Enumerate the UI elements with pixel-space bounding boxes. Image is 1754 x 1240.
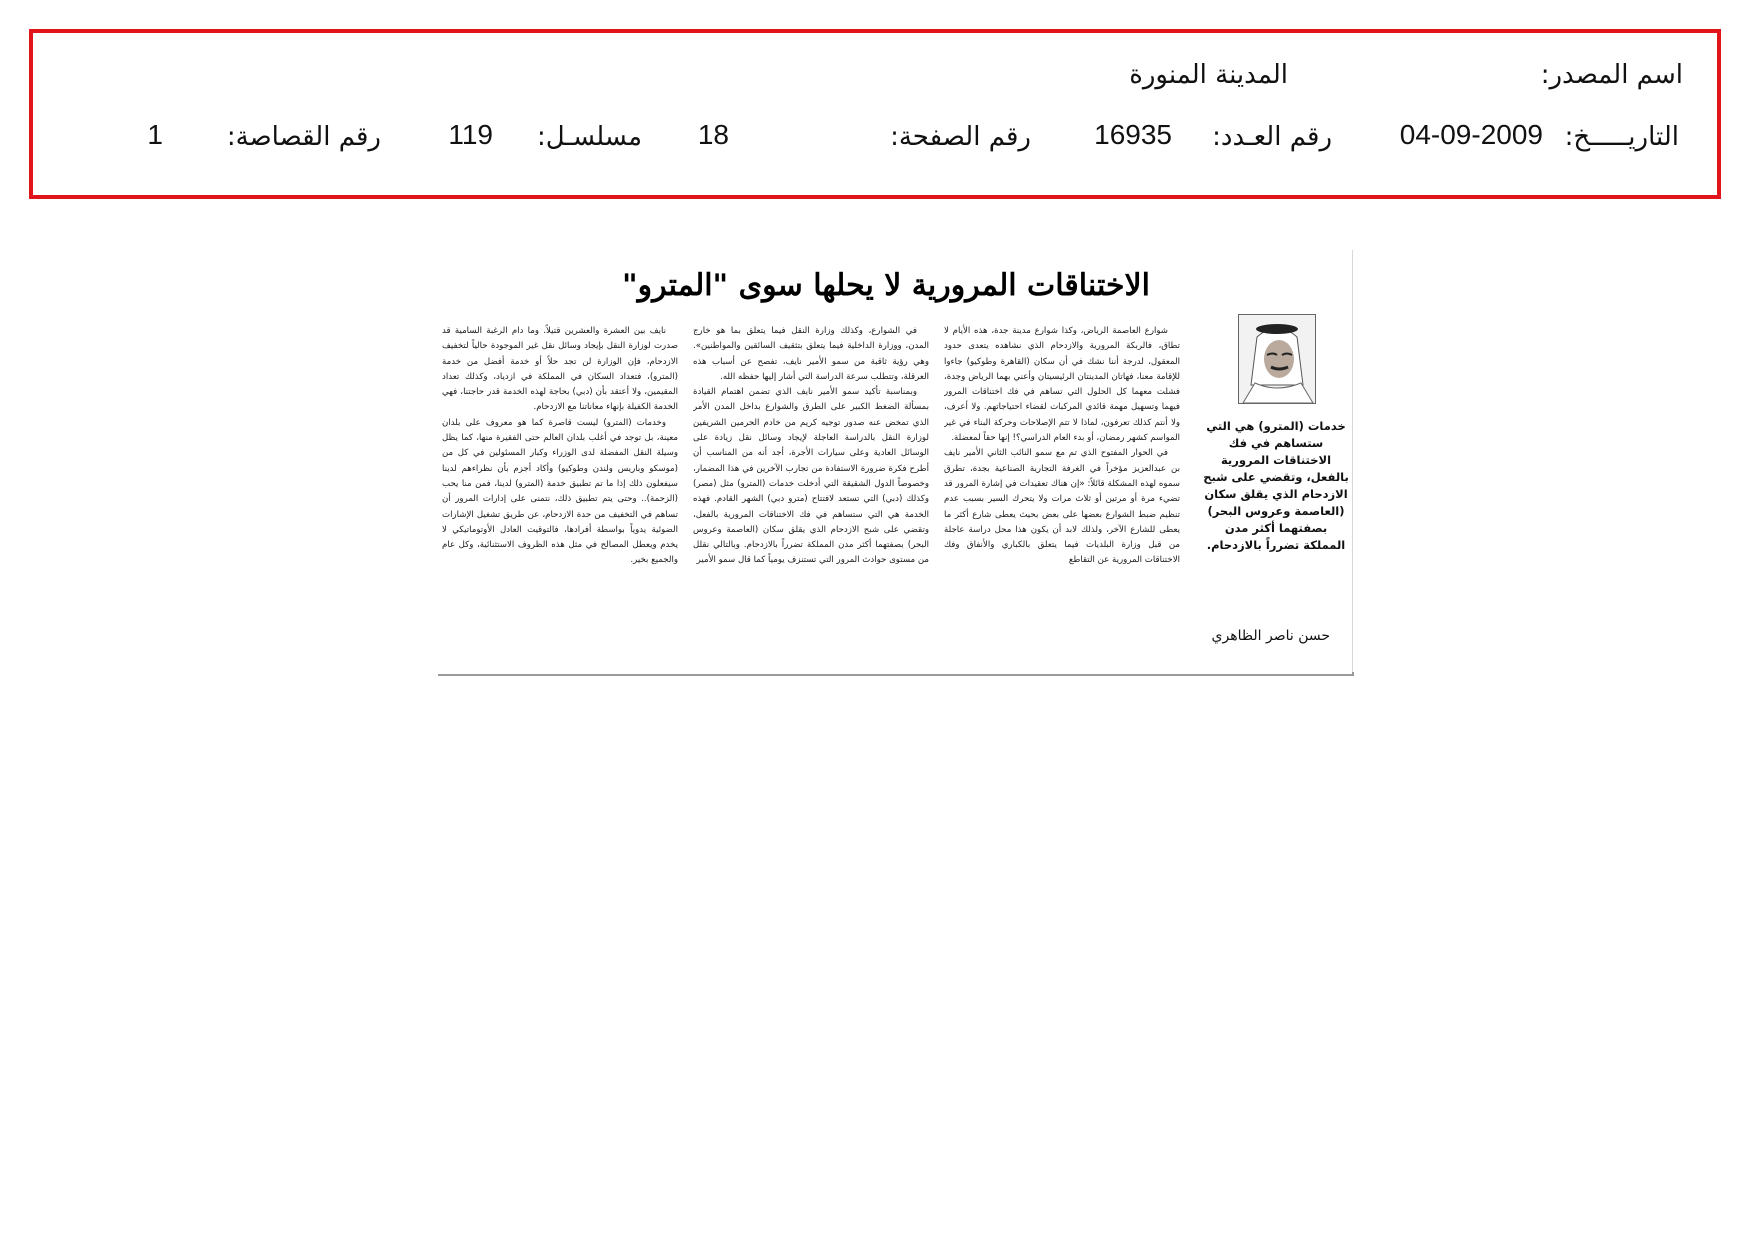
paragraph: في الشوارع، وكذلك وزارة النقل فيما يتعلق بما هو خارج المدن، ووزارة الداخلية فيما يتعلق بتثقيف السائقين والمواطنين». وهي رؤية ثاقبة من سمو الأمير نايف، تفصح عن أسباب هذه العرقلة، وتتطلب سرعة الدراسة التي أشار إليها حفظه الله.	[693, 326, 929, 382]
author-portrait	[1238, 314, 1316, 404]
article-column-2	[693, 324, 929, 656]
newspaper-article	[438, 248, 1352, 674]
page-number-value: 18	[697, 119, 729, 150]
page-number-label: رقم الصفحة:	[890, 122, 1031, 152]
author-name: حسن ناصر الظاهري	[1211, 628, 1330, 644]
article-column-3	[442, 324, 678, 656]
source-value: المدينة المنورة	[1129, 60, 1288, 90]
source-label: اسم المصدر:	[1540, 60, 1683, 90]
paragraph: في الحوار المفتوح الذي تم مع سمو النائب الثاني الأمير نايف بن عبدالعزيز مؤخراً في الغرفة التجارية الصناعية بجدة، تطرق سموه لهذه المشكلة قائلاً: «إن هناك تعقيدات في إشارة المرور قد تضيء مرة أو مرتين أو ثلاث مرات ولا يتحرك السير بسبب عدم تنظيم ضبط الشوارع بعضها على بعض بحيث يعطى شارع أكثر ما يعطى للشارع الآخر، ولذلك لابد أن يكون هذا محل دراسة عاجلة من قبل وزارة البلديات فيما يتعلق بالكباري والأنفاق وفك الاختناقات المرورية عن التقاطع	[944, 448, 1180, 566]
paragraph: وخدمات (المترو) ليست قاصرة كما هو معروف على بلدان معينة، بل توجد في أغلب بلدان العالم حتى الفقيرة منها، كما يظل وسيلة النقل المفضلة لدى الوزراء وكبار المسئولين في كل من (موسكو وباريس ولندن وطوكيو) وأكاد أجزم بأن نظراءهم لدينا سيفعلون ذلك إذا ما تم تطبيق خدمة (المترو) لدينا، فمن منا يحب (الزحمة).. وحتى يتم تطبيق ذلك، نتمنى على إدارات المرور أن تساهم في التخفيف من حدة الازدحام، عن طريق تشغيل الإشارات الضوئية يدوياً بواسطة أفرادها، فالتوقيت العادل الأوتوماتيكي لا يخدم ويعطل المصالح في مثل هذه الظروف الاستثنائية، وكل عام والجميع بخير.	[442, 417, 678, 566]
serial-label: مسلسـل:	[537, 122, 642, 152]
paragraph: وبمناسبة تأكيد سمو الأمير نايف الذي تضمن اهتمام القيادة بمسألة الضغط الكبير على الطرق والشوارع بداخل المدن الأمر الذي تمخض عنه صدور توجيه كريم من خادم الحرمين الشريفين لوزارة النقل بالدراسة العاجلة لإيجاد وسائل نقل زيادة على الوسائل العادية وعلى سيارات الأجرة، أجد أنه من المناسب أن أطرح فكرة ضرورة الاستفادة من تجارب الآخرين في هذا المضمار، وخصوصاً الدول الشقيقة التي أدخلت خدمات (المترو) مثل (مصر) وكذلك (دبي) التي تستعد لافتتاح (مترو دبي) الشهر القادم. فهذه الخدمة هي التي ستساهم في فك الاختناقات المرورية بالفعل، وتقضي على شبح الازدحام الذي يقلق سكان (العاصمة وعروس البحر) بصفتهما أكثر مدن المملكة تضرراً بالازدحام. وبالتالي نقلل من مستوى حوادث المرور التي تستنزف يومياً كما قال سمو الأمير	[693, 387, 929, 566]
article-column-1	[944, 324, 1180, 656]
paragraph: نايف بين العشرة والعشرين قتيلاً. وما دام الرغبة السامية قد صدرت لوزارة النقل بإيجاد وسائل نقل غير الموجودة حالياً لتخفيف الازدحام، فإن الوزارة لن تجد حلاً أو خدمة أفضل من خدمة (المترو)، فتعداد السكان في المملكة في ازدياد، وكذلك تعداد المقيمين، ولا أعتقد بأن (دبي) بحاجة لهذه الخدمة قدر حاجتنا، فهي الخدمة الكفيلة بإنهاء معاناتنا مع الازدحام.	[442, 326, 678, 413]
issue-number-label: رقم العـدد:	[1212, 122, 1332, 152]
clip-number-label: رقم القصاصة:	[226, 122, 381, 152]
date-value: 04-09-2009	[1399, 119, 1543, 150]
date-label: التاريـــــخ:	[1564, 122, 1679, 152]
serial-value: 119	[448, 119, 493, 150]
clipping-metadata-box	[29, 29, 1721, 199]
issue-number-value: 16935	[1094, 119, 1172, 150]
clip-number-value: 1	[147, 119, 163, 150]
pull-quote: خدمات (المترو) هي التي ستساهم في فك الاختناقات المرورية بالفعل، وتقضي على شبح الازدحام الذي يقلق سكان (العاصمة وعروس البحر) بصفتهما أكثر مدن المملكة تضرراً بالازدحام.	[1203, 419, 1349, 552]
paragraph: شوارع العاصمة الرياض، وكذا شوارع مدينة جدة، هذه الأيام لا تطاق، فالربكة المرورية والازدحام الذي نشاهده يتعدى حدود المعقول، لدرجة أننا نشك في أن سكان (القاهرة وطوكيو) جاءوا للإقامة معنا، فهاتان المدينتان الرئيسيتان وأعني بهما الرياض وجدة، فشلت معهما كل الحلول التي تساهم في فك اختناقات المرور فيهما وتسهيل مهمة قائدي المركبات لقضاء احتياجاتهم. ولا أعرف، ولا أنتم كذلك تعرفون، لماذا لا تتم الإصلاحات وحركة البناء في غير المواسم كشهر رمضان، أو بدء العام الدراسي؟! إنها حقاً لمعضلة.	[944, 326, 1180, 444]
article-headline: الاختناقات المرورية لا يحلها سوى "المترو"	[622, 268, 1150, 303]
